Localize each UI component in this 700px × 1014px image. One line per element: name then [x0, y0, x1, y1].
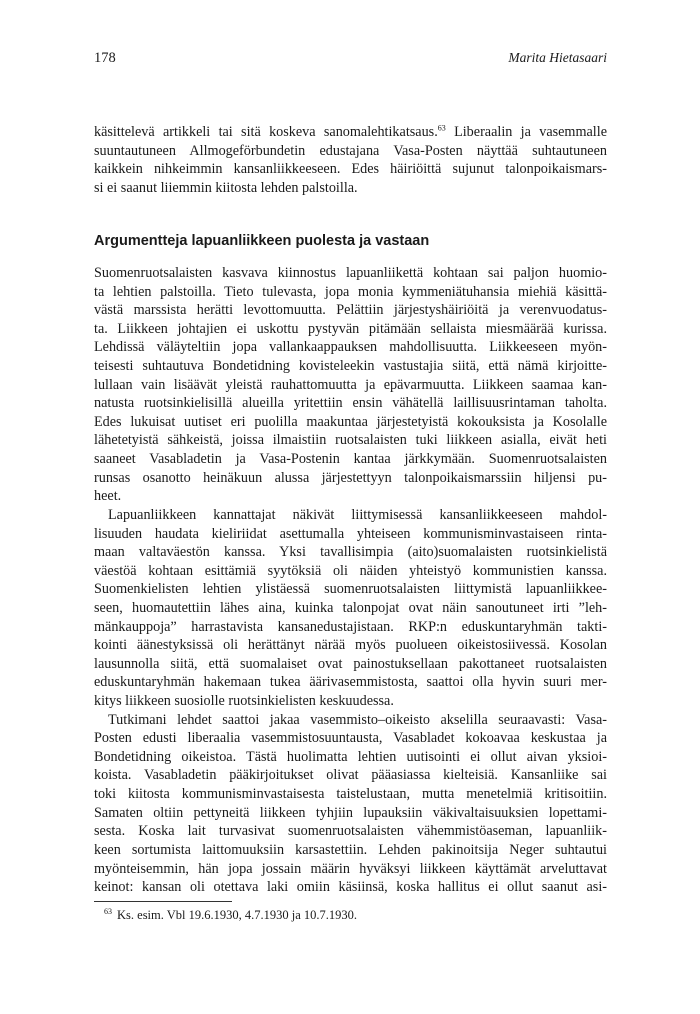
text-line: Samaten oltiin pettyneitä liikkeen tyhjiin lupauksiin väkivaltaisuuksien lopettami- [94, 804, 607, 821]
text-line: heet. [94, 488, 122, 505]
text-line: si ei saanut liiemmin kiitosta lehden palstoilla. [94, 179, 358, 196]
text-line: västä marssista herätti levottomuutta. Pelättiin järjestyshäiriöitä ja verenvuodatus- [94, 302, 607, 319]
text-line: Lehdissä väläyteltiin jopa vallankaappauksen mahdollisuutta. Liikkeeseen myön- [94, 339, 607, 356]
text-line-part: käsittelevä artikkeli tai sitä koskeva sanomalehtikatsaus. [94, 124, 438, 140]
text-line: Suomenruotsalaisten kasvava kiinnostus lapuanliikettä kohtaan sai paljon huomio- [94, 265, 607, 281]
text-line: runsas osanotto heinäkuun alussa järjestettyyn talonpoikaismarssiin hiljensi pu- [94, 469, 607, 486]
text-line-part: Liberaalin ja vasemmalle [445, 124, 607, 140]
text-line: kitys liikkeen suosiolle ruotsinkielisten keskuudessa. [94, 693, 394, 710]
text-line: ta. Liikkeen johtajien ei uskottu pystyvän pitämään sellaista miesmäärää kurissa. [94, 320, 607, 337]
footnote-divider [94, 901, 232, 902]
text-line: Edes lukuisat uutiset eri puolilla maakuntaa järjestetyistä kokouksista ja Kosolalle [94, 413, 607, 430]
text-line: kaikkein nihkeimmin kansanliikkeeseen. Edes häiriöittä sujunut talonpoikaismars- [94, 161, 607, 178]
footnote [104, 908, 357, 923]
text-line: natusta ruotsinkielisillä alueilla yritettiin ensin vähätellä laillisuusrintaman taholta. [94, 395, 607, 412]
text-line: kointi äänestyksissä oli herättänyt närää myös puolueen oikeistosiivessä. Kosolan [94, 637, 607, 654]
text-line: suuntautuneen Allmogeförbundetin edustajana Vasa-Posten näyttää suhtautuneen [94, 142, 607, 159]
text-line [94, 123, 607, 142]
text-line: mänkauppoja” harrastavista kansanedustajistaan. RKP:n eduskuntaryhmän takti- [94, 618, 607, 635]
footnote-mark: 63 [104, 906, 112, 916]
text-line: Posten edusti liberaalia vasemmistosuuntausta, Vasabladet kokoavaa keskustaa ja [94, 730, 607, 747]
page-number: 178 [94, 50, 116, 66]
text-line: ta lehtien palstoilla. Tieto tulevasta, jopa monia kymmeniätuhansia miehiä käsittä- [94, 283, 607, 300]
section-heading: Argumentteja lapuanliikkeen puolesta ja vastaan [94, 233, 430, 249]
section-body [94, 264, 607, 897]
text-line: keinot: kansan oli otettava laki omiin käsiinsä, koska hallitus ei ollut saanut asi- [94, 879, 607, 896]
text-line: sesta. Koska lait turvasivat suomenruotsalaisten vähemmistöaseman, lapuanliik- [94, 823, 607, 840]
text-line: Lapuanliikkeen kannattajat näkivät liittymisessä kansanliikkeeseen mahdol- [108, 506, 607, 523]
text-line: Suomenkielisten lehtien ylistäessä suomenruotsalaisten liittymistä lapuanliikkee- [94, 581, 607, 598]
text-line: maan valtaväestön kanssa. Yksi tavallisimpia (aito)suomalaisten ruotsinkielistä [94, 544, 607, 561]
text-line: seen, huomautettiin lähes aina, kuinka talonpojat ovat näin sanoutuneet irti ”leh- [94, 599, 607, 616]
text-line: lähetetyistä sähkeistä, joissa ilmaistiin ruotsalaisten tuki liikkeen asialla, eivät heti [94, 432, 607, 449]
text-line: lullaan vain lisäävät yleistä rauhattomuutta ja epävarmuutta. Liikkeen saamaa kan- [94, 376, 607, 393]
text-line: teisesti suhtautuva Bondetidning kovisteleekin vastustajia siitä, että nämä kirjoitte- [94, 358, 607, 375]
text-line: koista. Vasabladetin pääkirjoitukset olivat pääasiassa kielteisiä. Kansanliike sai [94, 767, 607, 784]
text-line: saaneet Vasabladetin ja Vasa-Postenin kantaa järkkymään. Suomenruotsalaisten [94, 451, 607, 468]
running-title: Marita Hietasaari [508, 50, 607, 65]
text-line: keen sortumista laittomuuksiin karsastettiin. Lehden pakinoitsija Neger suhtautui [94, 841, 607, 858]
text-line: lisuuden haudata kieliriidat asettumalla yhteiseen kommunisminvastaiseen rinta- [94, 525, 607, 542]
footnote-text: Ks. esim. Vbl 19.6.1930, 4.7.1930 ja 10.7.1930. [117, 908, 358, 922]
text-line: toki kiitosta kommunisminvastaisesta taistelustaan, mutta menetelmiä kritisoitiin. [94, 786, 607, 803]
footnote-reference[interactable]: 63 [437, 123, 446, 133]
paragraph-intro [94, 123, 607, 197]
text-line: Bondetidning oikeistoa. Tästä huolimatta lehtien uutisointi ei ollut aivan yksioi- [94, 748, 607, 765]
text-line: eduskuntaryhmän hakemaan tukea äärivasemmistosta, saattoi olla hyvin suuri mer- [94, 674, 607, 691]
text-line: myönteisemmin, hän jopa jossain määrin hyväksyi liikkeen käyttämät arveluttavat [94, 860, 607, 877]
text-line: lausunnolla siitä, että suomalaiset ovat painostuksellaan pakottaneet ruotsalaisten [94, 655, 607, 672]
text-line: Tutkimani lehdet saattoi jakaa vasemmisto–oikeisto akselilla seuraavasti: Vasa- [108, 711, 607, 728]
running-head [94, 50, 607, 68]
text-line: väestöä kohtaan esittämiä syytöksiä oli näiden yhteistyö kommunistien kanssa. [94, 562, 607, 579]
